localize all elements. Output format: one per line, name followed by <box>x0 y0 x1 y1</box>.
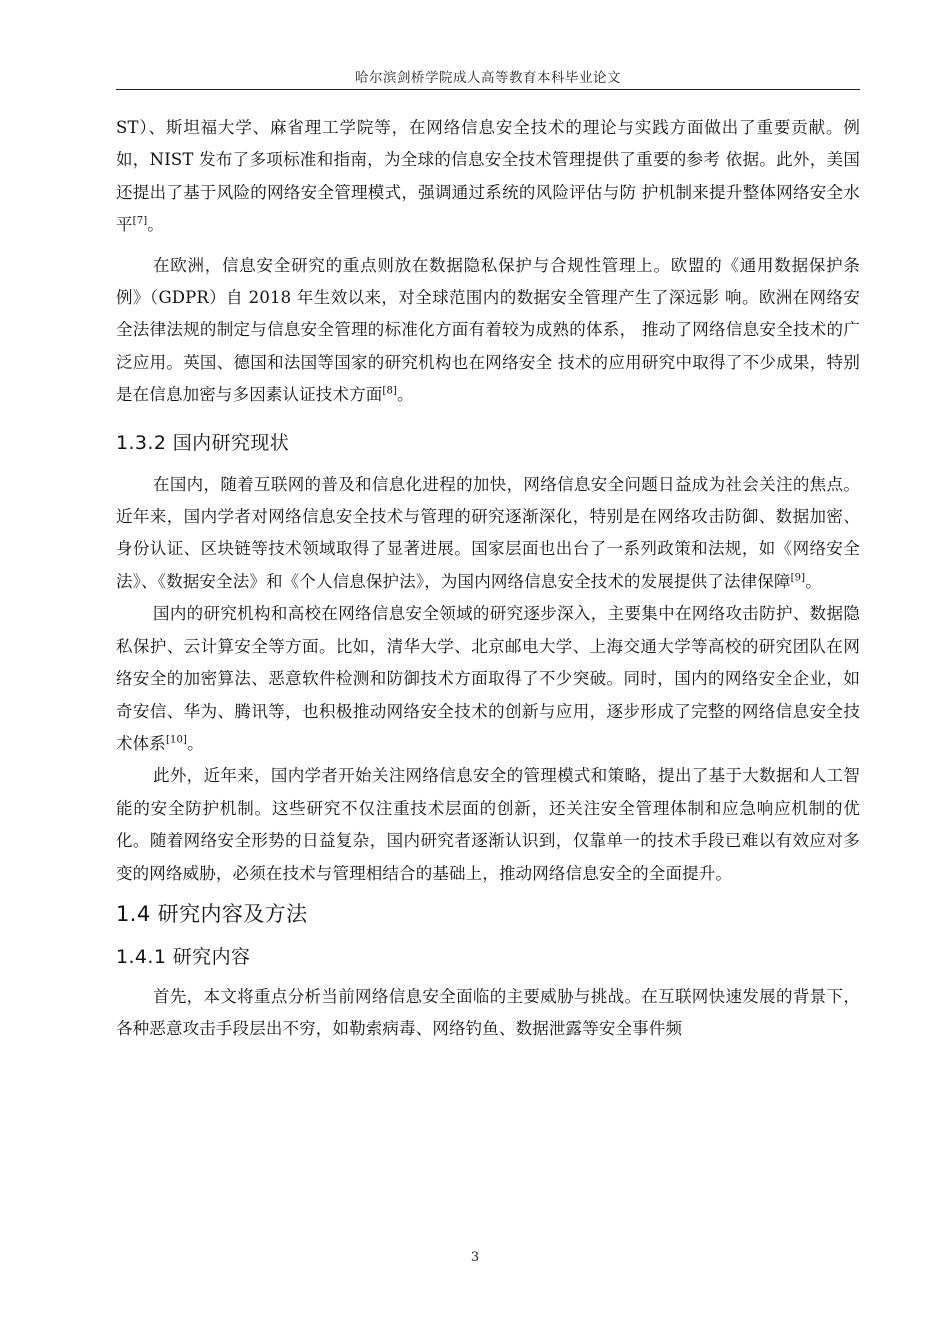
paragraph-text: 在国内，随着互联网的普及和信息化进程的加快，网络信息安全问题日益成为社会关注的焦点。近年来，国内学者对网络信息安全技术与管理的研究逐渐深化，特别是在网络攻击防御、数据加密、身份认证、区块链等技术领域取得了显著进展。国家层面也出台了一系列政策和法规，如《网络安全法》、《数据安全法》和《个人信息保护法》，为国内网络信息安全技术的发展提供了法律保障 <box>116 474 860 591</box>
citation-10: [10] <box>165 734 188 746</box>
paragraph-europe-research <box>116 250 860 412</box>
page-body <box>116 112 860 1046</box>
citation-8: [8] <box>382 385 398 397</box>
running-header: 哈尔滨剑桥学院成人高等教育本科毕业论文 <box>355 70 621 86</box>
paragraph-domestic-institutions <box>116 598 860 760</box>
header-rule <box>116 89 860 90</box>
paragraph-text: 在欧洲，信息安全研究的重点则放在数据隐私保护与合规性管理上。欧盟的《通用数据保护条例》（GDPR）自 2018 年生效以来，对全球范围内的数据安全管理产生了深远影 响。欧洲在网络安全法律法规的制定与信息安全管理的标准化方面有着较为成熟的体系， 推动了网络信息安全技术的广泛应用。英国、德国和法国等国家的研究机构也在网络安全 技术的应用研究中取得了不少成果，特别是在信息加密与多因素认证技术方面 <box>116 255 860 405</box>
page-number: 3 <box>470 1250 480 1265</box>
paragraph-end: 。 <box>805 571 822 591</box>
paragraph-end: 。 <box>187 733 204 753</box>
paragraph-domestic-management <box>116 760 860 890</box>
paragraph-text: 首先，本文将重点分析当前网络信息安全面临的主要威胁与挑战。在互联网快速发展的背景下，各种恶意攻击手段层出不穷，如勒索病毒、网络钓鱼、数据泄露等安全事件频 <box>116 986 860 1039</box>
paragraph-us-research <box>116 112 860 242</box>
paragraph-end: 。 <box>397 385 414 405</box>
citation-7: [7] <box>132 215 148 227</box>
section-heading-1-3-2: 1.3.2 国内研究现状 <box>116 431 290 454</box>
paragraph-text: 此外，近年来，国内学者开始关注网络信息安全的管理模式和策略，提出了基于大数据和人工智能的安全防护机制。这些研究不仅注重技术层面的创新，还关注安全管理体制和应急响应机制的优化。随着网络安全形势的日益复杂，国内研究者逐渐认识到，仅靠单一的技术手段已难以有效应对多变的网络威胁，必须在技术与管理相结合的基础上，推动网络信息安全的全面提升。 <box>116 766 860 883</box>
paragraph-text: 国内的研究机构和高校在网络信息安全领域的研究逐步深入，主要集中在网络攻击防护、数据隐私保护、云计算安全等方面。比如，清华大学、北京邮电大学、上海交通大学等高校的研究团队在网络安全的加密算法、恶意软件检测和防御技术方面取得了不少突破。同时，国内的网络安全企业，如奇安信、华为、腾讯等，也积极推动网络安全技术的创新与应用，逐步形成了完整的网络信息安全技术体系 <box>116 604 860 753</box>
section-heading-1-4: 1.4 研究内容及方法 <box>116 901 308 926</box>
paragraph-research-content <box>116 981 860 1046</box>
section-heading-1-4-1: 1.4.1 研究内容 <box>116 945 251 968</box>
paragraph-text: ST）、斯坦福大学、麻省理工学院等，在网络信息安全技术的理论与实践方面做出了重要贡献。例如，NIST 发布了多项标准和指南，为全球的信息安全技术管理提供了重要的参考 依据。此外，美国还提出了基于风险的网络安全管理模式，强调通过系统的风险评估与防 护机制来提升整体网络安全水平 <box>116 118 860 235</box>
paragraph-domestic-overview <box>116 469 860 599</box>
paragraph-end: 。 <box>147 215 164 235</box>
citation-9: [9] <box>790 572 806 584</box>
